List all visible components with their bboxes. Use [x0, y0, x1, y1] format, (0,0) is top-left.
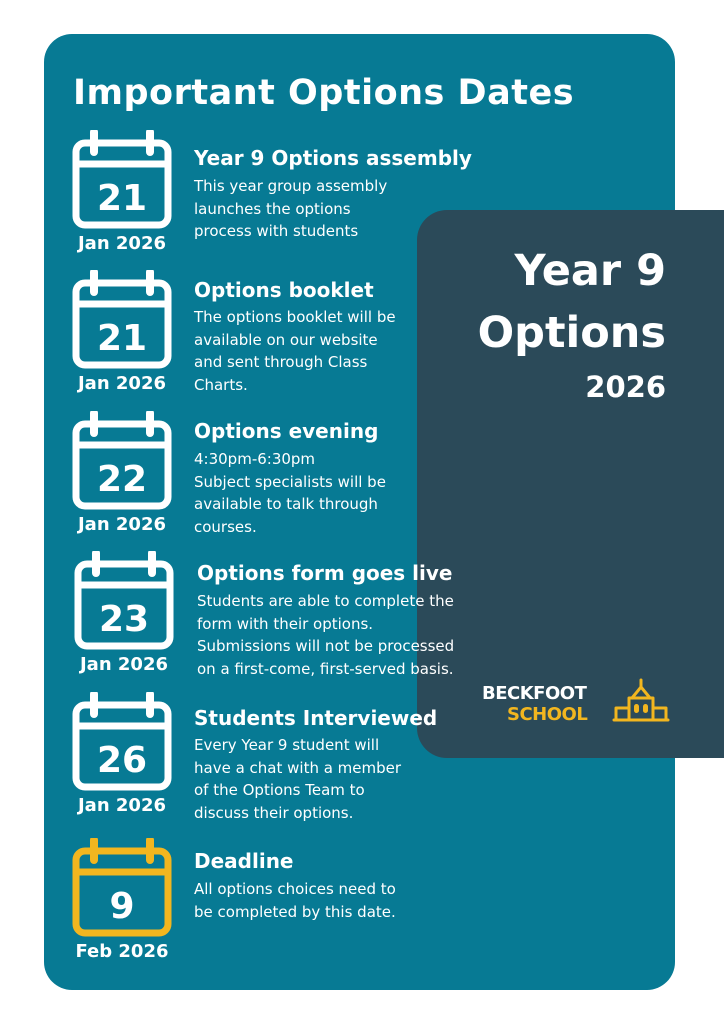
event-description-line: This year group assembly — [194, 177, 388, 195]
calendar-month-year: Feb 2026 — [75, 941, 169, 962]
calendar-day: 23 — [98, 599, 150, 640]
calendar-month-year: Jan 2026 — [79, 654, 169, 675]
event-description — [194, 306, 396, 396]
event-title: Deadline — [194, 849, 294, 873]
event-description-line: and sent through Class — [194, 353, 368, 371]
event-description — [194, 448, 386, 538]
calendar-day: 22 — [96, 459, 148, 500]
event-title: Options form goes live — [197, 561, 453, 585]
event-description-line: courses. — [194, 517, 257, 536]
event-description-line: Students are able to complete the — [197, 592, 454, 610]
event-title: Year 9 Options assembly — [194, 146, 472, 170]
event-description-line: The options booklet will be — [194, 308, 396, 326]
event-description-line: Submissions will not be processed — [197, 637, 455, 655]
event-description-line: Charts. — [194, 375, 248, 394]
calendar-month-year: Jan 2026 — [77, 233, 167, 254]
school-building-icon — [612, 678, 670, 724]
event-title: Options evening — [194, 419, 379, 443]
event-description — [194, 878, 396, 923]
event-description-line: form with their options. — [197, 614, 374, 633]
event-description-line: on a first-come, first-served basis. — [197, 659, 454, 678]
panel-title-line2: Options — [477, 308, 666, 358]
event-description-line: have a chat with a member — [194, 758, 402, 777]
calendar-day: 21 — [96, 318, 148, 359]
event-description — [197, 590, 454, 680]
panel-title — [478, 240, 666, 364]
calendar-day: 9 — [109, 886, 135, 927]
calendar-month-year: Jan 2026 — [77, 514, 167, 535]
panel-title-line1: Year 9 — [514, 246, 666, 296]
logo-text-line1: BECKFOOT — [482, 683, 587, 704]
page-title: Important Options Dates — [73, 73, 575, 113]
event-description-line: 4:30pm-6:30pm — [194, 450, 316, 468]
beckfoot-school-logo — [480, 678, 680, 728]
logo-text-line2: SCHOOL — [507, 704, 588, 725]
event-description-line: discuss their options. — [194, 803, 354, 822]
event-description-line: Every Year 9 student will — [194, 736, 380, 754]
event-description-line: available to talk through — [194, 495, 378, 513]
event-title: Students Interviewed — [194, 706, 438, 730]
calendar-day: 26 — [96, 740, 148, 781]
event-description — [194, 175, 387, 243]
event-description-line: launches the options — [194, 199, 351, 218]
event-description-line: be completed by this date. — [194, 902, 396, 921]
event-description-line: of the Options Team to — [194, 781, 365, 799]
event-title: Options booklet — [194, 278, 374, 302]
calendar-month-year: Jan 2026 — [77, 795, 167, 816]
calendar-month-year: Jan 2026 — [77, 373, 167, 394]
calendar-day: 21 — [96, 178, 148, 219]
event-description-line: available on our website — [194, 330, 378, 349]
event-description-line: Subject specialists will be — [194, 472, 386, 491]
panel-year: 2026 — [585, 370, 666, 404]
event-description — [194, 734, 401, 824]
event-description-line: All options choices need to — [194, 880, 396, 898]
event-description-line: process with students — [194, 222, 359, 240]
